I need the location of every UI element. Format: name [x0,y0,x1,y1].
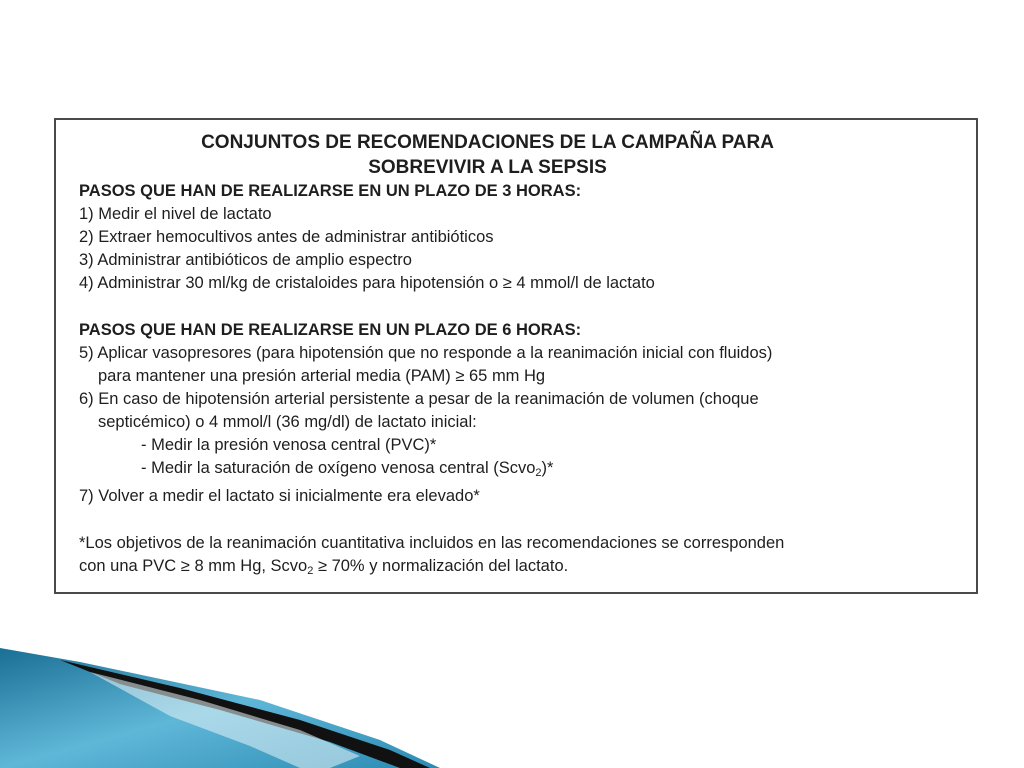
step-6-sub-2: - Medir la saturación de oxígeno venosa central (Scvo$_2$)* [141,459,554,479]
step-4: 4) Administrar 30 ml/kg de cristaloides para hipotensión o ≥ 4 mmol/l de lactato [79,274,655,292]
footnote-line-1: *Los objetivos de la reanimación cuantitativa incluidos en las recomendaciones se corresponden [79,534,785,552]
recommendations-box [54,118,978,594]
footnote-line-2: con una PVC ≥ 8 mm Hg, Scvo$_2$ ≥ 70% y normalización del lactato. [79,557,569,577]
document-title [79,130,896,180]
step-7: 7) Volver a medir el lactato si inicialmente era elevado* [79,487,480,505]
black-swoosh [60,660,430,768]
blue-swoosh [0,648,440,768]
step-6-line-2: septicémico) o 4 mmol/l (36 mg/dl) de lactato inicial: [98,413,477,431]
title-line-1: CONJUNTOS DE RECOMENDACIONES DE LA CAMPAÑA PARA [201,132,774,153]
step-2: 2) Extraer hemocultivos antes de administrar antibióticos [79,228,494,246]
step-5-line-1: 5) Aplicar vasopresores (para hipotensión que no responde a la reanimación inicial con fluidos) [79,344,773,362]
step-6-line-1: 6) En caso de hipotensión arterial persistente a pesar de la reanimación de volumen (choque [79,390,759,408]
step-1: 1) Medir el nivel de lactato [79,205,272,223]
white-stripe [90,672,360,768]
section-6h-heading: PASOS QUE HAN DE REALIZARSE EN UN PLAZO DE 6 HORAS: [79,321,582,339]
step-3: 3) Administrar antibióticos de amplio espectro [79,251,412,269]
section-3h-heading: PASOS QUE HAN DE REALIZARSE EN UN PLAZO DE 3 HORAS: [79,182,582,200]
step-6-sub-1: - Medir la presión venosa central (PVC)* [141,436,437,454]
step-5-line-2: para mantener una presión arterial media (PAM) ≥ 65 mm Hg [98,367,546,385]
title-line-2: SOBREVIVIR A LA SEPSIS [368,157,607,178]
